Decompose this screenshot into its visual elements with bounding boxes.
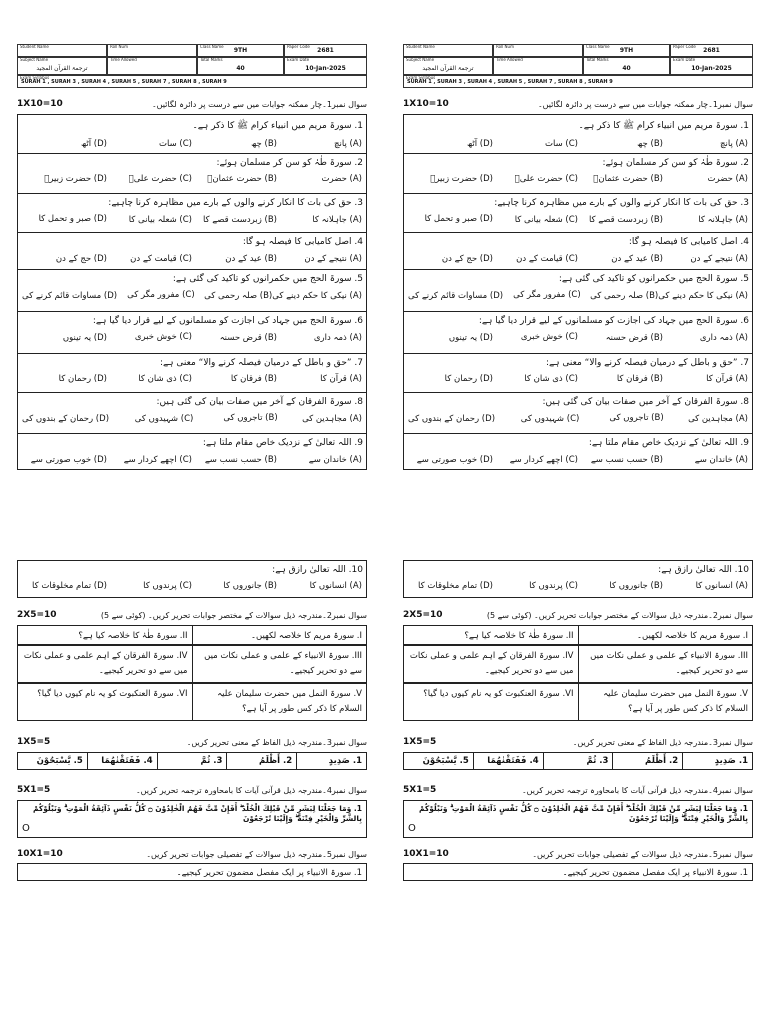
option-c[interactable]: (C) سات — [159, 139, 192, 149]
option-b[interactable]: (B) جانوروں کا — [609, 581, 663, 591]
question-stem: 7. ”حق و باطل کے درمیان فیصلہ کرنے والا“ معنی ہے: — [159, 358, 363, 368]
option-b[interactable]: (B) تاجروں کی — [609, 413, 664, 423]
question-stem: 4. اصل کامیابی کا فیصلہ ہو گا: — [628, 237, 749, 247]
option-c[interactable]: (C) اچھے کردار سے — [509, 455, 578, 465]
options-row — [18, 575, 366, 594]
short-question: III. سورۃ الانبیاء کے علمی و عملی نکات میں سے دو تحریر کیجیے۔ — [590, 651, 748, 676]
question-stem: 8. سورۃ الفرقان کے آخر میں صفات بیان کی گئی ہیں: — [156, 397, 363, 407]
option-d[interactable]: (D) رحمان کا — [58, 374, 107, 384]
question-stem: 4. اصل کامیابی کا فیصلہ ہو گا: — [242, 237, 363, 247]
option-d[interactable]: (D) تمام مخلوقات کا — [32, 581, 107, 591]
option-c[interactable]: (C) سات — [545, 139, 578, 149]
option-c[interactable]: (C) قیامت کے دن — [130, 254, 192, 264]
ayat-translation-box — [17, 800, 367, 838]
option-b[interactable]: (B) تاجروں کی — [223, 413, 278, 423]
class-field: Class Name 9TH — [197, 44, 284, 57]
syllabus-field: Exam Syllabus SURAH 1 , SURAH 3 , SURAH 4 , SURAH 5 , SURAH 7 , SURAH 8 , SURAH 9 — [17, 75, 367, 88]
options-row — [18, 326, 366, 346]
student-name-field[interactable]: Student Name — [403, 44, 493, 57]
option-a[interactable]: (A) نتیجے کے دن — [690, 254, 748, 264]
options-row — [404, 407, 752, 427]
word-meaning-row — [403, 752, 753, 770]
option-c[interactable]: (C) اچھے کردار سے — [123, 455, 192, 465]
option-c[interactable]: (C) خوش خبری — [134, 332, 192, 342]
word-item: 2. أَظْلَمُ — [227, 753, 297, 769]
question-stem: 2. سورۃ طٰہٰ کو سن کر مسلمان ہوئے: — [216, 158, 363, 168]
option-c[interactable]: (C) مفرور مگر کی — [513, 290, 581, 300]
options-row — [404, 326, 752, 346]
options-row — [404, 247, 752, 267]
mcq-question-6 — [403, 312, 753, 354]
mcq-question-1 — [17, 114, 367, 154]
option-a[interactable]: (A) خاندان سے — [308, 455, 362, 465]
option-b[interactable]: (B) چھ — [637, 139, 663, 149]
option-c[interactable]: (C) قیامت کے دن — [516, 254, 578, 264]
options-row — [404, 368, 752, 387]
section-marks: 1X5=5 — [403, 737, 437, 747]
section-marks: 5X1=5 — [17, 785, 51, 795]
mcq-question-7 — [403, 354, 753, 393]
option-d[interactable]: (D) صبر و تحمل کا — [424, 214, 493, 224]
section-heading: سوال نمبر1۔چار ممکنہ جوابات میں سے درست پر دائرہ لگائیں۔ — [151, 100, 367, 109]
short-question: I. سورۃ مریم کا خلاصہ لکھیں۔ — [251, 631, 362, 641]
syllabus-field: Exam Syllabus SURAH 1 , SURAH 3 , SURAH 4 , SURAH 5 , SURAH 7 , SURAH 8 , SURAH 9 — [403, 75, 753, 88]
options-row — [18, 247, 366, 267]
question-stem: 3. حق کی بات کا انکار کرنے والوں کے بارے میں مظاہرہ کرنا چاہیے: — [108, 198, 363, 208]
short-question: VI. سورۃ العنکبوت کو یہ نام کیوں دیا گیا؟ — [18, 684, 193, 720]
option-a[interactable]: (A) نیکی کا حکم دینے کی — [658, 291, 748, 301]
short-question: II. سورۃ طٰہٰ کا خلاصہ کیا ہے؟ — [18, 626, 193, 644]
short-question: I. سورۃ مریم کا خلاصہ لکھیں۔ — [637, 631, 748, 641]
option-d[interactable]: (D) صبر و تحمل کا — [38, 214, 107, 224]
section-marks: 1X5=5 — [17, 737, 51, 747]
option-a[interactable]: (A) مجاہدین کی — [688, 414, 748, 424]
options-row — [404, 208, 752, 228]
option-d[interactable]: (D) مساوات قائم کرنے کی — [21, 291, 118, 301]
question-stem: 6. سورۃ الحج میں جہاد کی اجازت کو مسلمانوں کے لیے قرار دیا گیا ہے: — [478, 316, 749, 326]
section-marks: 10X1=10 — [17, 849, 63, 859]
word-item: 2. أَظْلَمُ — [613, 753, 683, 769]
section-heading: سوال نمبر3۔مندرجہ ذیل الفاظ کے معنی تحریر کریں۔ — [572, 738, 753, 747]
section-marks: 5X1=5 — [403, 785, 437, 795]
total-marks-field: Total Marks 40 — [583, 57, 670, 75]
option-a[interactable]: (A) قرآن کا — [706, 374, 748, 384]
options-row — [404, 448, 752, 468]
short-question-row-2 — [17, 645, 367, 683]
option-b[interactable]: (B) عید کے دن — [225, 254, 277, 264]
option-d[interactable]: (D) یہ تینوں — [448, 333, 493, 343]
option-d[interactable]: (D) آٹھ — [81, 139, 107, 149]
exam-date-field: Exam Date 10-Jan-2025 — [670, 57, 753, 75]
ayah-end-mark: O — [408, 823, 416, 834]
option-d[interactable]: (D) یہ تینوں — [62, 333, 107, 343]
section-heading: سوال نمبر4۔مندرجہ ذیل قرآنی آیات کا بامحاورہ ترجمہ تحریر کریں۔ — [521, 786, 753, 795]
mcq-question-2 — [403, 154, 753, 194]
word-item: 1. صَدِيدٍ — [714, 756, 748, 766]
option-c[interactable]: (C) شہیدوں کی — [520, 414, 580, 424]
option-b[interactable]: (B) حضرت عثمانؓ — [207, 174, 277, 184]
options-row — [18, 133, 366, 152]
short-question-row-1 — [403, 625, 753, 645]
mcq-question-9 — [17, 434, 367, 470]
exam-date-field: Exam Date 10-Jan-2025 — [284, 57, 367, 75]
exam-header — [17, 42, 367, 88]
option-a[interactable]: (A) حضرت — [707, 174, 748, 184]
mcq-question-5 — [403, 270, 753, 312]
section-marks: 1X10=10 — [17, 99, 63, 109]
option-c[interactable]: (C) پرندوں کا — [529, 581, 578, 591]
option-c[interactable]: (C) پرندوں کا — [143, 581, 192, 591]
question-stem: 5. سورۃ الحج میں حکمرانوں کو تاکید کی گئی ہے: — [558, 274, 749, 284]
mcq-question-6 — [17, 312, 367, 354]
mcq-question-4 — [403, 233, 753, 270]
short-question: II. سورۃ طٰہٰ کا خلاصہ کیا ہے؟ — [404, 626, 579, 644]
subject-field: Subject Name ترجمۃ القرآن المجید — [17, 57, 107, 75]
word-item: 5. يَّسْبَحُوْنَ — [18, 753, 88, 769]
short-question: V. سورۃ النمل میں حضرت سلیمان علیہ السلام کا ذکر کس طور پر آیا ہے؟ — [603, 689, 748, 714]
mcq-question-3 — [17, 194, 367, 233]
options-row — [404, 168, 752, 187]
time-field[interactable]: Time Allowed — [107, 57, 197, 75]
paper-right-part1 — [403, 42, 753, 465]
option-b[interactable]: (B) قرض حسنہ — [605, 333, 663, 343]
word-item: 4. فَفَتَقْنٰهُمَا — [474, 753, 544, 769]
mcq-question-10 — [17, 560, 367, 598]
option-d[interactable]: (D) تمام مخلوقات کا — [418, 581, 493, 591]
short-question-row-3 — [403, 683, 753, 721]
option-b[interactable]: (B) فرقان کا — [616, 374, 663, 384]
mcq-question-8 — [17, 393, 367, 434]
exam-header — [403, 42, 753, 88]
word-item: 4. فَفَتَقْنٰهُمَا — [88, 753, 158, 769]
ayat-text: 1. وَمَا جَعَلْنَا لِبَشَرٍ مِّنْ قَبْلِكَ الْخُلْدَ ۖ أَفَإِنْ مِّتَّ فَهُمُ الْخٰلِدُوْنَ ۝ كُلُّ نَفْسٍ ذَآئِقَةُ الْمَوْتِ ۗ وَنَبْلُوْكُمْ بِالشَّرِّ وَالْخَيْرِ فِتْنَةً ۖ وَإِلَيْنَا تُرْجَعُوْنَ — [418, 804, 748, 823]
short-question: VI. سورۃ العنکبوت کو یہ نام کیوں دیا گیا؟ — [404, 684, 579, 720]
option-a[interactable]: (A) نیکی کا حکم دینے کی — [272, 291, 362, 301]
option-d[interactable]: (D) حج کے دن — [441, 254, 493, 264]
option-d[interactable]: (D) حضرت زبیرؓ — [430, 174, 493, 184]
question-stem: 10. اللہ تعالیٰ رازق ہے: — [272, 565, 363, 575]
option-c[interactable]: (C) حضرت علیؓ — [514, 174, 578, 184]
student-name-field[interactable]: Student Name — [17, 44, 107, 57]
options-row — [18, 448, 366, 468]
option-b[interactable]: (B) حسب نسب سے — [590, 455, 663, 465]
word-item: 3. ثُمَّ — [158, 753, 228, 769]
option-a[interactable]: (A) جاہلانہ کا — [312, 215, 362, 225]
option-b[interactable]: (B) عید کے دن — [611, 254, 663, 264]
question-stem: 3. حق کی بات کا انکار کرنے والوں کے بارے میں مظاہرہ کرنا چاہیے: — [494, 198, 749, 208]
paper-left-part1 — [17, 42, 367, 465]
short-question-row-3 — [17, 683, 367, 721]
long-question: 1. سورۃ الانبیاء پر ایک مفصل مضمون تحریر کیجیے۔ — [403, 863, 753, 881]
long-question: 1. سورۃ الانبیاء پر ایک مفصل مضمون تحریر کیجیے۔ — [17, 863, 367, 881]
section-marks: 10X1=10 — [403, 849, 449, 859]
option-c[interactable]: (C) شعلہ بیانی کا — [128, 215, 192, 225]
ayah-end-mark: O — [22, 823, 30, 834]
option-b[interactable]: (B) جانوروں کا — [223, 581, 277, 591]
option-d[interactable]: (D) خوب صورتی سے — [416, 455, 493, 465]
section-marks: 2X5=10 — [17, 610, 57, 620]
section-heading: سوال نمبر1۔چار ممکنہ جوابات میں سے درست پر دائرہ لگائیں۔ — [537, 100, 753, 109]
short-question: IV. سورۃ الفرقان کے اہم علمی و عملی نکات میں سے دو تحریر کیجیے۔ — [404, 646, 579, 682]
option-d[interactable]: (D) رحمان کے بندوں کی — [408, 414, 496, 424]
mcq-question-5 — [17, 270, 367, 312]
options-row — [18, 168, 366, 187]
option-a[interactable]: (A) انسانوں کا — [695, 581, 748, 591]
option-b[interactable]: (B) چھ — [251, 139, 277, 149]
short-question: III. سورۃ الانبیاء کے علمی و عملی نکات میں سے دو تحریر کیجیے۔ — [204, 651, 362, 676]
option-c[interactable]: (C) خوش خبری — [520, 332, 578, 342]
short-question: V. سورۃ النمل میں حضرت سلیمان علیہ السلام کا ذکر کس طور پر آیا ہے؟ — [217, 689, 362, 714]
option-b[interactable]: (B) فرقان کا — [230, 374, 277, 384]
question-stem: 8. سورۃ الفرقان کے آخر میں صفات بیان کی گئی ہیں: — [542, 397, 749, 407]
option-c[interactable]: (C) ذی شان کا — [138, 374, 192, 384]
section-marks: 1X10=10 — [403, 99, 449, 109]
options-row — [404, 133, 752, 152]
options-row — [18, 407, 366, 427]
option-a[interactable]: (A) ذمہ داری — [313, 333, 362, 343]
question-stem: 5. سورۃ الحج میں حکمرانوں کو تاکید کی گئی ہے: — [172, 274, 363, 284]
option-a[interactable]: (A) پانچ — [720, 139, 748, 149]
section-marks: 2X5=10 — [403, 610, 443, 620]
short-question-row-2 — [403, 645, 753, 683]
option-a[interactable]: (A) نتیجے کے دن — [304, 254, 362, 264]
mcq-question-10 — [403, 560, 753, 598]
mcq-question-4 — [17, 233, 367, 270]
option-d[interactable]: (D) مساوات قائم کرنے کی — [407, 291, 504, 301]
options-row — [404, 575, 752, 594]
option-b[interactable]: (B) حسب نسب سے — [204, 455, 277, 465]
section-heading: سوال نمبر4۔مندرجہ ذیل قرآنی آیات کا بامحاورہ ترجمہ تحریر کریں۔ — [135, 786, 367, 795]
option-a[interactable]: (A) ذمہ داری — [699, 333, 748, 343]
question-stem: 1. سورۃ مریم میں انبیاء کرام ﷺ کا ذکر ہے۔ — [192, 121, 363, 131]
question-stem: 9. اللہ تعالیٰ کے نزدیک خاص مقام ملتا ہے: — [588, 438, 749, 448]
mcq-question-7 — [17, 354, 367, 393]
option-d[interactable]: (D) رحمان کا — [444, 374, 493, 384]
options-row — [18, 208, 366, 228]
option-b[interactable]: (B) صلہ رحمی کی — [590, 291, 659, 301]
class-field: Class Name 9TH — [583, 44, 670, 57]
option-d[interactable]: (D) حضرت زبیرؓ — [44, 174, 107, 184]
mcq-question-9 — [403, 434, 753, 470]
option-b[interactable]: (B) زبردست قصے کا — [202, 215, 277, 225]
question-stem: 7. ”حق و باطل کے درمیان فیصلہ کرنے والا“ معنی ہے: — [545, 358, 749, 368]
word-item: 1. صَدِيدٍ — [328, 756, 362, 766]
option-c[interactable]: (C) مفرور مگر کی — [127, 290, 195, 300]
question-stem: 9. اللہ تعالیٰ کے نزدیک خاص مقام ملتا ہے: — [202, 438, 363, 448]
paper-code-field: Paper Code 2681 — [670, 44, 753, 57]
option-c[interactable]: (C) حضرت علیؓ — [128, 174, 192, 184]
short-question: IV. سورۃ الفرقان کے اہم علمی و عملی نکات میں سے دو تحریر کیجیے۔ — [18, 646, 193, 682]
option-b[interactable]: (B) صلہ رحمی کی — [204, 291, 273, 301]
option-a[interactable]: (A) پانچ — [334, 139, 362, 149]
question-stem: 10. اللہ تعالیٰ رازق ہے: — [658, 565, 749, 575]
option-a[interactable]: (A) جاہلانہ کا — [698, 215, 748, 225]
roll-no-field[interactable]: Roll Num — [493, 44, 583, 57]
option-d[interactable]: (D) رحمان کے بندوں کی — [22, 414, 110, 424]
option-c[interactable]: (C) ذی شان کا — [524, 374, 578, 384]
section-heading: سوال نمبر3۔مندرجہ ذیل الفاظ کے معنی تحریر کریں۔ — [186, 738, 367, 747]
mcq-question-1 — [403, 114, 753, 154]
options-row — [404, 284, 752, 304]
option-b[interactable]: (B) زبردست قصے کا — [588, 215, 663, 225]
mcq-question-2 — [17, 154, 367, 194]
option-c[interactable]: (C) شعلہ بیانی کا — [514, 215, 578, 225]
mcq-question-8 — [403, 393, 753, 434]
word-meaning-row — [17, 752, 367, 770]
word-item: 3. ثُمَّ — [544, 753, 614, 769]
option-d[interactable]: (D) حج کے دن — [55, 254, 107, 264]
total-marks-field: Total Marks 40 — [197, 57, 284, 75]
option-d[interactable]: (D) خوب صورتی سے — [30, 455, 107, 465]
section-heading: سوال نمبر2۔مندرجہ ذیل سوالات کے مختصر جوابات تحریر کریں۔ (کوئی سے 5) — [486, 611, 753, 620]
time-field[interactable]: Time Allowed — [493, 57, 583, 75]
option-a[interactable]: (A) خاندان سے — [694, 455, 748, 465]
question-stem: 2. سورۃ طٰہٰ کو سن کر مسلمان ہوئے: — [602, 158, 749, 168]
option-b[interactable]: (B) قرض حسنہ — [219, 333, 277, 343]
option-a[interactable]: (A) انسانوں کا — [309, 581, 362, 591]
question-stem: 1. سورۃ مریم میں انبیاء کرام ﷺ کا ذکر ہے۔ — [578, 121, 749, 131]
short-question-row-1 — [17, 625, 367, 645]
paper-code-field: Paper Code 2681 — [284, 44, 367, 57]
roll-no-field[interactable]: Roll Num — [107, 44, 197, 57]
mcq-question-3 — [403, 194, 753, 233]
option-b[interactable]: (B) حضرت عثمانؓ — [593, 174, 663, 184]
option-d[interactable]: (D) آٹھ — [467, 139, 493, 149]
word-item: 5. يَّسْبَحُوْنَ — [404, 753, 474, 769]
options-row — [18, 368, 366, 387]
section-heading: سوال نمبر5۔مندرجہ ذیل سوالات کے تفصیلی جوابات تحریر کریں۔ — [146, 850, 367, 859]
ayat-translation-box — [403, 800, 753, 838]
subject-field: Subject Name ترجمۃ القرآن المجید — [403, 57, 493, 75]
option-c[interactable]: (C) شہیدوں کی — [134, 414, 194, 424]
options-row — [18, 284, 366, 304]
section-heading: سوال نمبر5۔مندرجہ ذیل سوالات کے تفصیلی جوابات تحریر کریں۔ — [532, 850, 753, 859]
option-a[interactable]: (A) مجاہدین کی — [302, 414, 362, 424]
option-a[interactable]: (A) حضرت — [321, 174, 362, 184]
option-a[interactable]: (A) قرآن کا — [320, 374, 362, 384]
question-stem: 6. سورۃ الحج میں جہاد کی اجازت کو مسلمانوں کے لیے قرار دیا گیا ہے: — [92, 316, 363, 326]
section-heading: سوال نمبر2۔مندرجہ ذیل سوالات کے مختصر جوابات تحریر کریں۔ (کوئی سے 5) — [100, 611, 367, 620]
ayat-text: 1. وَمَا جَعَلْنَا لِبَشَرٍ مِّنْ قَبْلِكَ الْخُلْدَ ۖ أَفَإِنْ مِّتَّ فَهُمُ الْخٰلِدُوْنَ ۝ كُلُّ نَفْسٍ ذَآئِقَةُ الْمَوْتِ ۗ وَنَبْلُوْكُمْ بِالشَّرِّ وَالْخَيْرِ فِتْنَةً ۖ وَإِلَيْنَا تُرْجَعُوْنَ — [32, 804, 362, 823]
